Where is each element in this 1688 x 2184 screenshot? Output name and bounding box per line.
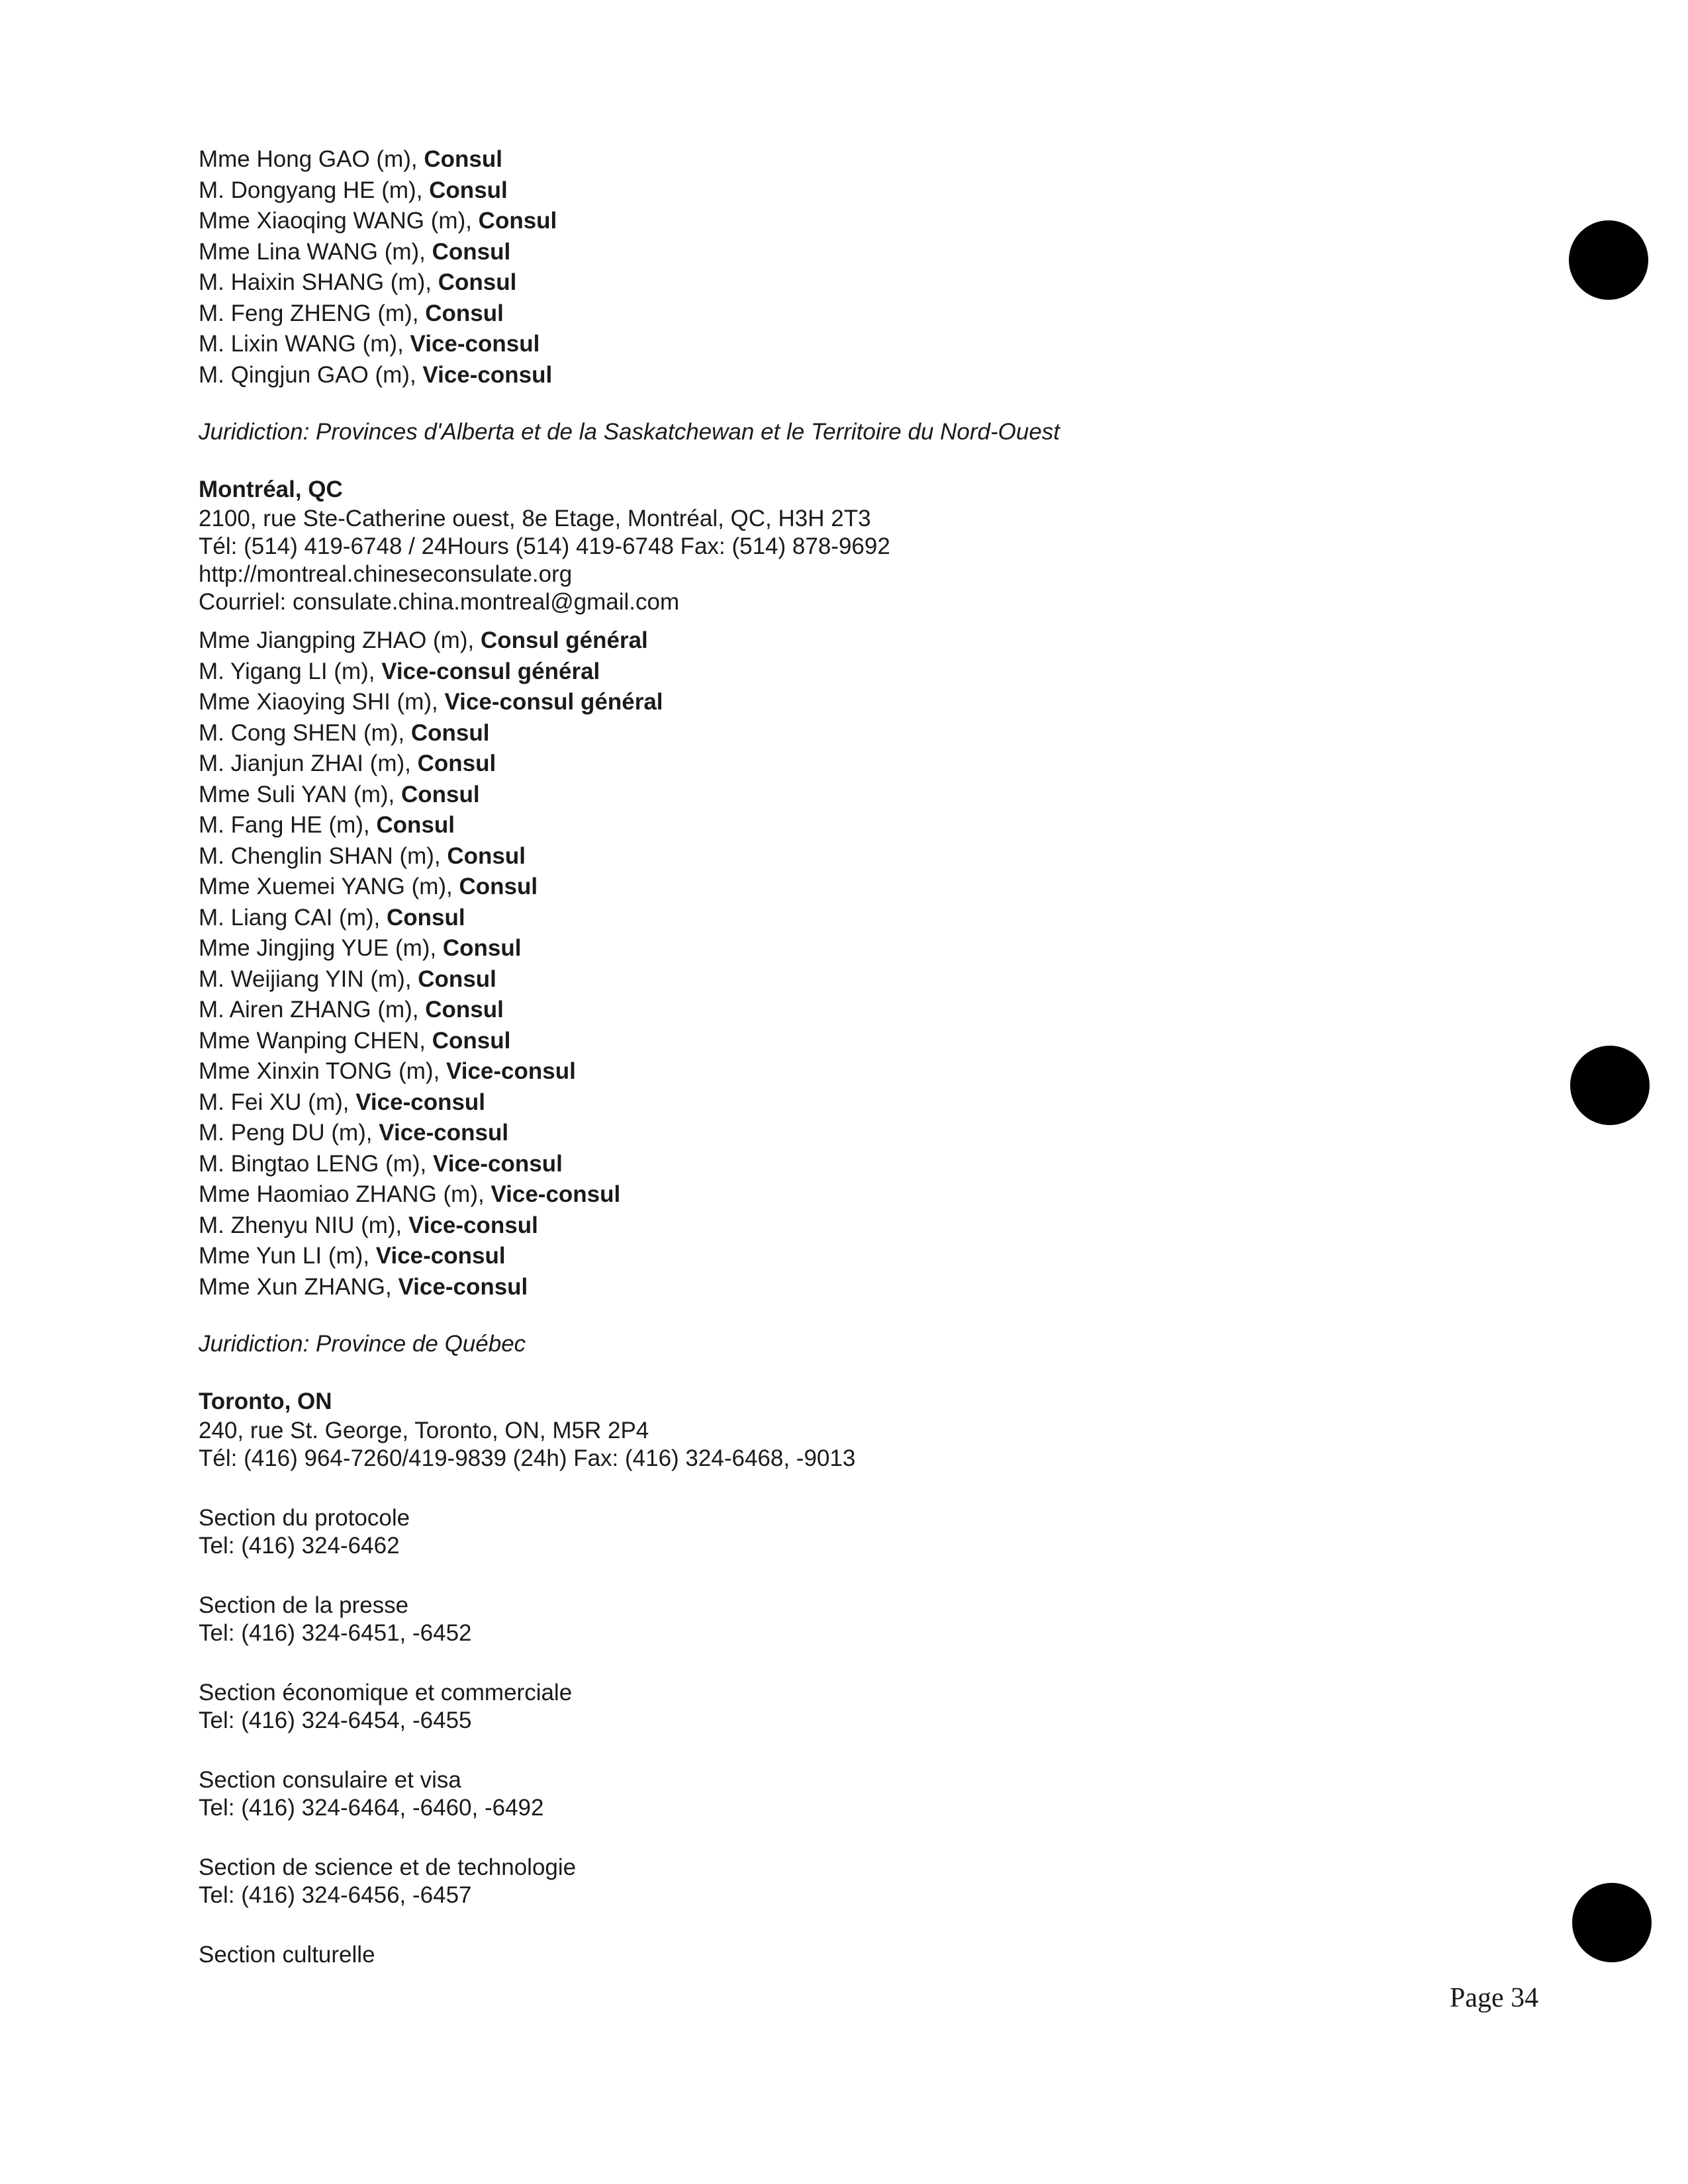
toronto-subsection <box>199 1679 1456 1735</box>
official-entry <box>199 933 1456 964</box>
official-name: Mme Yun LI (m), <box>199 1243 376 1269</box>
official-name: M. Fei XU (m), <box>199 1089 356 1115</box>
official-name: Mme Lina WANG (m), <box>199 238 432 265</box>
subsection-name: Section économique et commerciale <box>199 1680 573 1706</box>
official-title: Consul <box>432 1027 511 1054</box>
official-entry <box>199 872 1456 903</box>
official-title: Vice-consul <box>432 1150 563 1177</box>
punch-hole-bottom <box>1572 1883 1652 1962</box>
montreal-email: Courriel: consulate.china.montreal@gmail.com <box>199 589 680 615</box>
official-name: Mme Jiangping ZHAO (m), <box>199 627 481 653</box>
official-name: M. Weijiang YIN (m), <box>199 966 418 992</box>
official-entry <box>199 1210 1456 1242</box>
official-entry <box>199 657 1456 688</box>
document-content <box>199 144 1456 1969</box>
official-entry <box>199 360 1456 391</box>
official-name: Mme Jingjing YUE (m), <box>199 935 443 961</box>
official-name: M. Qingjun GAO (m), <box>199 361 423 388</box>
official-name: M. Feng ZHENG (m), <box>199 300 426 326</box>
official-name: M. Fang HE (m), <box>199 812 377 838</box>
official-name: M. Haixin SHANG (m), <box>199 269 438 295</box>
official-name: M. Chenglin SHAN (m), <box>199 842 447 869</box>
official-entry <box>199 749 1456 780</box>
toronto-address: 240, rue St. George, Toronto, ON, M5R 2P4 <box>199 1418 649 1443</box>
toronto-subsection <box>199 1941 1456 1969</box>
subsection-name: Section du protocole <box>199 1505 410 1531</box>
montreal-section <box>199 475 1456 1360</box>
official-title: Consul <box>410 719 490 746</box>
subsection-phone: Tel: (416) 324-6454, -6455 <box>199 1707 472 1733</box>
official-name: M. Peng DU (m), <box>199 1120 379 1146</box>
subsection-phone: Tel: (416) 324-6456, -6457 <box>199 1882 472 1908</box>
official-name: Mme Hong GAO (m), <box>199 146 424 172</box>
official-entry <box>199 1179 1456 1210</box>
official-name: Mme Xiaoying SHI (m), <box>199 689 445 715</box>
page-number: Page 34 <box>1450 1983 1539 2013</box>
jurisdiction-alberta: Juridiction: Provinces d'Alberta et de la Saskatchewan et le Territoire du Nord-Ouest <box>199 419 1060 445</box>
punch-hole-middle <box>1570 1046 1650 1125</box>
jurisdiction-quebec: Juridiction: Province de Québec <box>199 1331 526 1357</box>
toronto-subsection <box>199 1854 1456 1909</box>
official-title: Consul <box>429 177 508 203</box>
official-entry <box>199 841 1456 872</box>
official-title: Vice-consul <box>491 1181 621 1207</box>
subsection-phone: Tel: (416) 324-6451, -6452 <box>199 1620 472 1646</box>
official-entry <box>199 329 1456 360</box>
official-entry <box>199 687 1456 718</box>
official-title: Consul <box>459 874 538 899</box>
official-name: M. Zhenyu NIU (m), <box>199 1212 408 1238</box>
official-title: Consul <box>386 904 465 931</box>
subsection-phone: Tel: (416) 324-6462 <box>199 1533 400 1559</box>
official-entry <box>199 718 1456 749</box>
official-entry <box>199 1241 1456 1272</box>
montreal-phone: Tél: (514) 419-6748 / 24Hours (514) 419-6748 Fax: (514) 878-9692 <box>199 533 890 559</box>
toronto-subsection <box>199 1592 1456 1647</box>
official-name: M. Jianjun ZHAI (m), <box>199 751 418 776</box>
official-title: Vice-consul <box>408 1212 538 1238</box>
official-title: Consul <box>425 300 504 326</box>
official-title: Vice-consul <box>355 1089 486 1115</box>
official-title: Consul <box>418 966 496 992</box>
official-name: Mme Xiaoqing WANG (m), <box>199 208 479 234</box>
official-entry <box>199 206 1456 237</box>
official-title: Consul <box>438 269 517 295</box>
official-title: Consul <box>376 812 455 838</box>
official-title: Consul <box>424 146 502 172</box>
official-title: Consul <box>425 997 504 1023</box>
officials-list-montreal <box>199 625 1456 1302</box>
toronto-subsection <box>199 1504 1456 1560</box>
official-entry <box>199 175 1456 206</box>
official-title: Consul <box>478 208 557 234</box>
official-entry <box>199 144 1456 175</box>
official-entry <box>199 237 1456 268</box>
official-title: Vice-consul général <box>381 658 600 684</box>
official-title: Consul <box>447 842 526 869</box>
montreal-website: http://montreal.chineseconsulate.org <box>199 561 573 587</box>
toronto-subsection <box>199 1766 1456 1822</box>
official-name: M. Cong SHEN (m), <box>199 719 411 746</box>
subsection-name: Section consulaire et visa <box>199 1767 461 1793</box>
official-title: Consul général <box>480 627 648 653</box>
subsection-name: Section de science et de technologie <box>199 1854 577 1880</box>
official-entry <box>199 625 1456 657</box>
official-entry <box>199 1056 1456 1087</box>
official-name: M. Bingtao LENG (m), <box>199 1150 433 1177</box>
official-name: Mme Suli YAN (m), <box>199 781 401 807</box>
official-title: Vice-consul <box>422 361 553 388</box>
punch-hole-top <box>1569 220 1648 300</box>
official-name: M. Lixin WANG (m), <box>199 331 410 357</box>
official-name: M. Yigang LI (m), <box>199 658 382 684</box>
official-name: Mme Xun ZHANG, <box>199 1273 399 1300</box>
official-entry <box>199 1087 1456 1118</box>
official-title: Vice-consul <box>375 1243 506 1269</box>
subsection-name: Section culturelle <box>199 1942 375 1968</box>
official-title: Consul <box>417 751 496 776</box>
official-name: M. Liang CAI (m), <box>199 904 387 931</box>
official-entry <box>199 1118 1456 1149</box>
official-entry <box>199 267 1456 298</box>
officials-list-previous <box>199 144 1456 390</box>
official-entry <box>199 1272 1456 1303</box>
toronto-section <box>199 1387 1456 1970</box>
official-entry <box>199 1026 1456 1057</box>
montreal-address: 2100, rue Ste-Catherine ouest, 8e Etage, Montréal, QC, H3H 2T3 <box>199 506 871 531</box>
subsection-phone: Tel: (416) 324-6464, -6460, -6492 <box>199 1795 544 1821</box>
official-title: Vice-consul <box>410 331 540 357</box>
official-title: Vice-consul <box>398 1273 528 1300</box>
official-name: Mme Haomiao ZHANG (m), <box>199 1181 491 1207</box>
official-entry <box>199 780 1456 811</box>
official-name: M. Airen ZHANG (m), <box>199 997 426 1023</box>
official-entry <box>199 995 1456 1026</box>
official-entry <box>199 810 1456 841</box>
official-entry <box>199 903 1456 934</box>
official-title: Consul <box>432 238 511 265</box>
section-heading-montreal: Montréal, QC <box>199 476 343 502</box>
official-title: Consul <box>400 781 480 807</box>
toronto-phone: Tél: (416) 964-7260/419-9839 (24h) Fax: (416) 324-6468, -9013 <box>199 1445 856 1471</box>
official-name: Mme Xinxin TONG (m), <box>199 1058 447 1084</box>
official-entry <box>199 1149 1456 1180</box>
official-entry <box>199 298 1456 330</box>
section-heading-toronto: Toronto, ON <box>199 1388 332 1414</box>
official-title: Vice-consul <box>379 1120 509 1146</box>
official-name: Mme Xuemei YANG (m), <box>199 874 459 899</box>
official-title: Vice-consul général <box>444 689 663 715</box>
official-entry <box>199 964 1456 995</box>
official-name: M. Dongyang HE (m), <box>199 177 430 203</box>
official-title: Vice-consul <box>446 1058 576 1084</box>
official-title: Consul <box>442 935 522 961</box>
subsection-name: Section de la presse <box>199 1592 409 1618</box>
official-name: Mme Wanping CHEN, <box>199 1027 432 1054</box>
